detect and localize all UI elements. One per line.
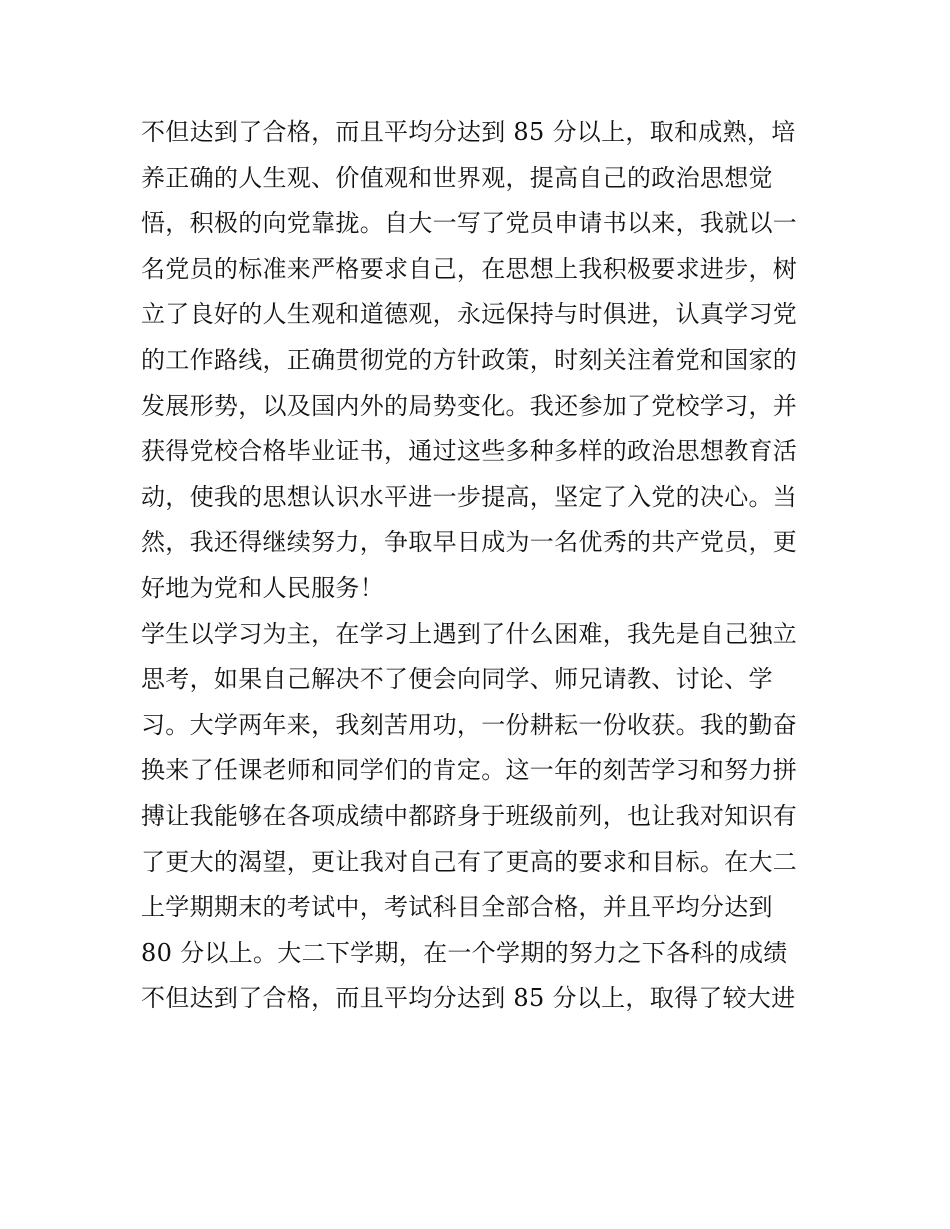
text-line: 了更大的渴望，更让我对自己有了更高的要求和目标。在大二	[141, 847, 798, 876]
text-line: 换来了任课老师和同学们的肯定。这一年的刻苦学习和努力拼	[141, 756, 798, 785]
text-line: 动，使我的思想认识水平进一步提高，坚定了入党的决心。当	[141, 482, 798, 511]
text-line: 搏让我能够在各项成绩中都跻身于班级前列，也让我对知识有	[141, 801, 798, 830]
text-line: 习。大学两年来，我刻苦用功，一份耕耘一份收获。我的勤奋	[141, 710, 798, 739]
text-line: 发展形势，以及国内外的局势变化。我还参加了党校学习，并	[141, 391, 798, 420]
text-line: 不但达到了合格，而且平均分达到 85 分以上，取和成熟，培	[141, 118, 796, 146]
text-line: 名党员的标准来严格要求自己，在思想上我积极要求进步，树	[141, 254, 798, 283]
text-line: 思考，如果自己解决不了便会向同学、师兄请教、讨论、学	[141, 665, 773, 694]
text-line: 养正确的人生观、价值观和世界观，提高自己的政治思想觉	[141, 163, 773, 192]
text-line: 立了良好的人生观和道德观，永远保持与时俱进，认真学习党	[141, 300, 798, 329]
text-line: 悟，积极的向党靠拢。自大一写了党员申请书以来，我就以一	[141, 209, 798, 238]
text-line: 然，我还得继续努力，争取早日成为一名优秀的共产党员，更	[141, 528, 798, 557]
text-line: 好地为党和人民服务！	[141, 573, 384, 602]
text-line: 获得党校合格毕业证书，通过这些多种多样的政治思想教育活	[141, 437, 798, 466]
text-line: 的工作路线，正确贯彻党的方针政策，时刻关注着党和国家的	[141, 345, 798, 374]
text-line: 80 分以上。大二下学期，在一个学期的努力之下各科的成绩	[141, 938, 788, 967]
text-line: 上学期期末的考试中，考试科目全部合格，并且平均分达到	[141, 893, 773, 922]
text-line: 不但达到了合格，而且平均分达到 85 分以上，取得了较大进	[141, 984, 796, 1013]
body-text	[141, 110, 821, 1022]
text-line: 学生以学习为主，在学习上遇到了什么困难，我先是自己独立	[141, 619, 798, 648]
